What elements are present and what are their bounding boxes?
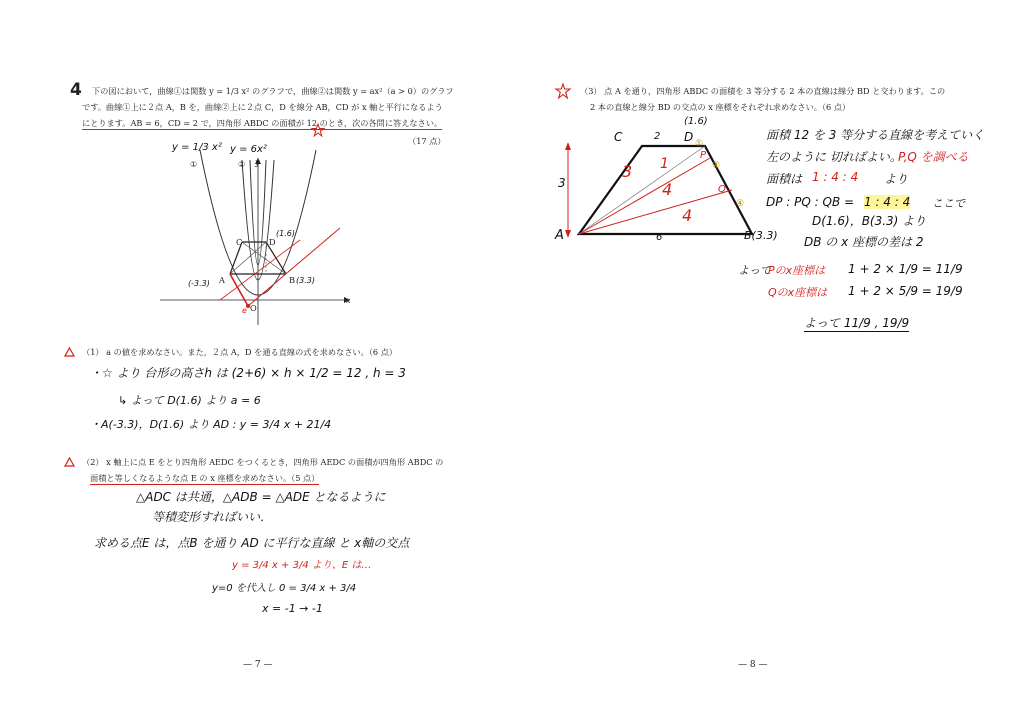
q3-ans-l9: よって 11/9 , 19/9 <box>804 316 910 330</box>
origin-label: O <box>250 303 257 313</box>
q2-line-2: 面積と等しくなるような点 E の x 座標を求めなさい。（5 点） <box>90 473 320 483</box>
q3-ans-l4a: DP : PQ : QB = <box>766 195 855 209</box>
q2-answer-1: △ADC は共通，△ADB = △ADE となるように <box>136 490 386 504</box>
q3-ans-l2b: P,Q を調べる <box>898 150 969 164</box>
fig2-label-C: C <box>614 130 623 144</box>
q3-ans-l8a: Qのx座標は <box>768 286 828 299</box>
fig2-ratio-4a: ④ <box>712 161 721 171</box>
q2-answer-4: y = 3/4 x + 3/4 より、E は… <box>232 560 372 571</box>
q1-answer-2: ↳ よって D(1.6) より a = 6 <box>118 394 261 407</box>
q2-answer-2: 等積変形すればいい． <box>152 510 273 524</box>
fig1-label-D: D <box>269 237 276 247</box>
eq1-label: y = 1/3 x² <box>172 142 222 153</box>
q3-ans-l6: DB の x 座標の差は 2 <box>804 235 924 249</box>
q3-ans-l8b: 1 + 2 × 5/9 = 19/9 <box>848 284 963 298</box>
fig1-coord-B: (3.3) <box>296 276 315 285</box>
fig1-mark-e: e <box>242 306 247 315</box>
y-axis-label: y <box>255 157 260 167</box>
fig1-label-C: C <box>236 237 243 247</box>
points-total: （17 点） <box>408 136 446 146</box>
q3-line-1: （3） 点 A を通り，四角形 ABDC の面積を 3 等分する 2 本の直線は線分 BD と交わります。この <box>580 86 946 96</box>
q3-ans-l4c: ここで <box>932 197 965 210</box>
q3-ans-l5: D(1.6)，B(3.3) より <box>812 214 927 228</box>
fig2-label-B: B(3.3) <box>744 229 778 242</box>
q3-ans-l3b: 1 : 4 : 4 <box>812 170 859 184</box>
star-icon <box>312 124 324 136</box>
q3-ans-l7b: Pのx座標は <box>768 264 826 277</box>
fig2-label-A: A <box>555 228 564 243</box>
intro-line-1: 下の図において，曲線①は関数 y = 1/3 x² のグラフで，曲線②は関数 y = ax²（a > 0）のグラフ <box>92 86 454 96</box>
curve2-label: ② <box>238 159 246 169</box>
x-axis-label: x <box>346 295 351 305</box>
intro-line-2: です。曲線①上に２点 A，B を，曲線②上に２点 C，D を線分 AB，CD が x 軸と平行になるよう <box>82 102 443 112</box>
q3-ans-l7c: 1 + 2 × 1/9 = 11/9 <box>848 262 963 276</box>
q2-answer-3: 求める点E は，点B を通り AD に平行な直線 と x軸の交点 <box>94 536 410 550</box>
q3-ans-l4b: 1 : 4 : 4 <box>864 195 911 209</box>
question-number: 4 <box>70 80 82 100</box>
fig1-label-B: B <box>289 275 296 285</box>
q1-text: （1） a の値を求めなさい。また，２点 A，D を通る直線の式を求めなさい。（6 点） <box>82 347 398 357</box>
q1-answer-3: ・A(-3.3)，D(1.6) より AD : y = 3/4 x + 21/4 <box>90 418 332 431</box>
fig2-ratio-1: ① <box>695 139 704 149</box>
fig2-area-4b: 4 <box>682 206 693 225</box>
fig2-label-P: P <box>700 150 707 161</box>
page-number-7: — 7 — <box>243 660 273 670</box>
fig2-area-3: 3 <box>622 162 633 181</box>
q3-ans-l3c: より <box>884 172 909 186</box>
fig1-coord-D: (1.6) <box>276 229 295 238</box>
q3-line-2: 2 本の直線と線分 BD の交点の x 座標をそれぞれ求めなさい。（6 点） <box>590 102 851 112</box>
fig1-label-A: A <box>219 275 225 285</box>
q2-answer-5: y=0 を代入し 0 = 3/4 x + 3/4 <box>212 583 357 594</box>
q2-line-1: （2） x 軸上に点 E をとり四角形 AEDC をつくるとき，四角形 AEDC の面積が四角形 ABDC の <box>82 457 444 467</box>
q3-ans-l2a: 左のように 切ればよい。 <box>766 150 902 164</box>
star-icon-2 <box>556 84 570 98</box>
q3-ans-l3a: 面積は <box>766 172 803 186</box>
triangle-mark-icon-2 <box>64 457 75 467</box>
fig2-coord-D: (1.6) <box>684 116 708 127</box>
q3-ans-l1: 面積 12 を 3 等分する直線を考えていく <box>766 128 985 142</box>
fig2-len-AB: 6 <box>656 232 663 243</box>
fig2-len-CD: 2 <box>654 131 661 142</box>
q3-ans-l7a: よって <box>738 264 771 277</box>
fig2-area-4a: 4 <box>662 180 673 199</box>
fig2-ratio-4b: ④ <box>736 199 745 209</box>
q1-answer-1: ・☆ より 台形の高さh は (2+6) × h × 1/2 = 12 , h = 3 <box>90 366 406 380</box>
fig2-label-D: D <box>684 130 694 144</box>
eq2-label: y = 6x² <box>230 144 267 155</box>
q2-answer-6: x = -1 → -1 <box>262 602 323 615</box>
fig1-coord-A: (-3.3) <box>188 279 210 288</box>
fig2-label-Q: Q <box>718 184 726 195</box>
fig2-len-height: 3 <box>558 176 566 190</box>
intro-line-3: にとります。AB = 6，CD = 2 で，四角形 ABDC の面積が 12 のとき，次の各問に答えなさい。 <box>82 118 443 128</box>
curve1-label: ① <box>190 159 198 169</box>
triangle-mark-icon <box>64 347 75 357</box>
fig2-area-1: 1 <box>660 156 669 172</box>
page-number-8: — 8 — <box>738 660 768 670</box>
right-page <box>512 0 1024 724</box>
